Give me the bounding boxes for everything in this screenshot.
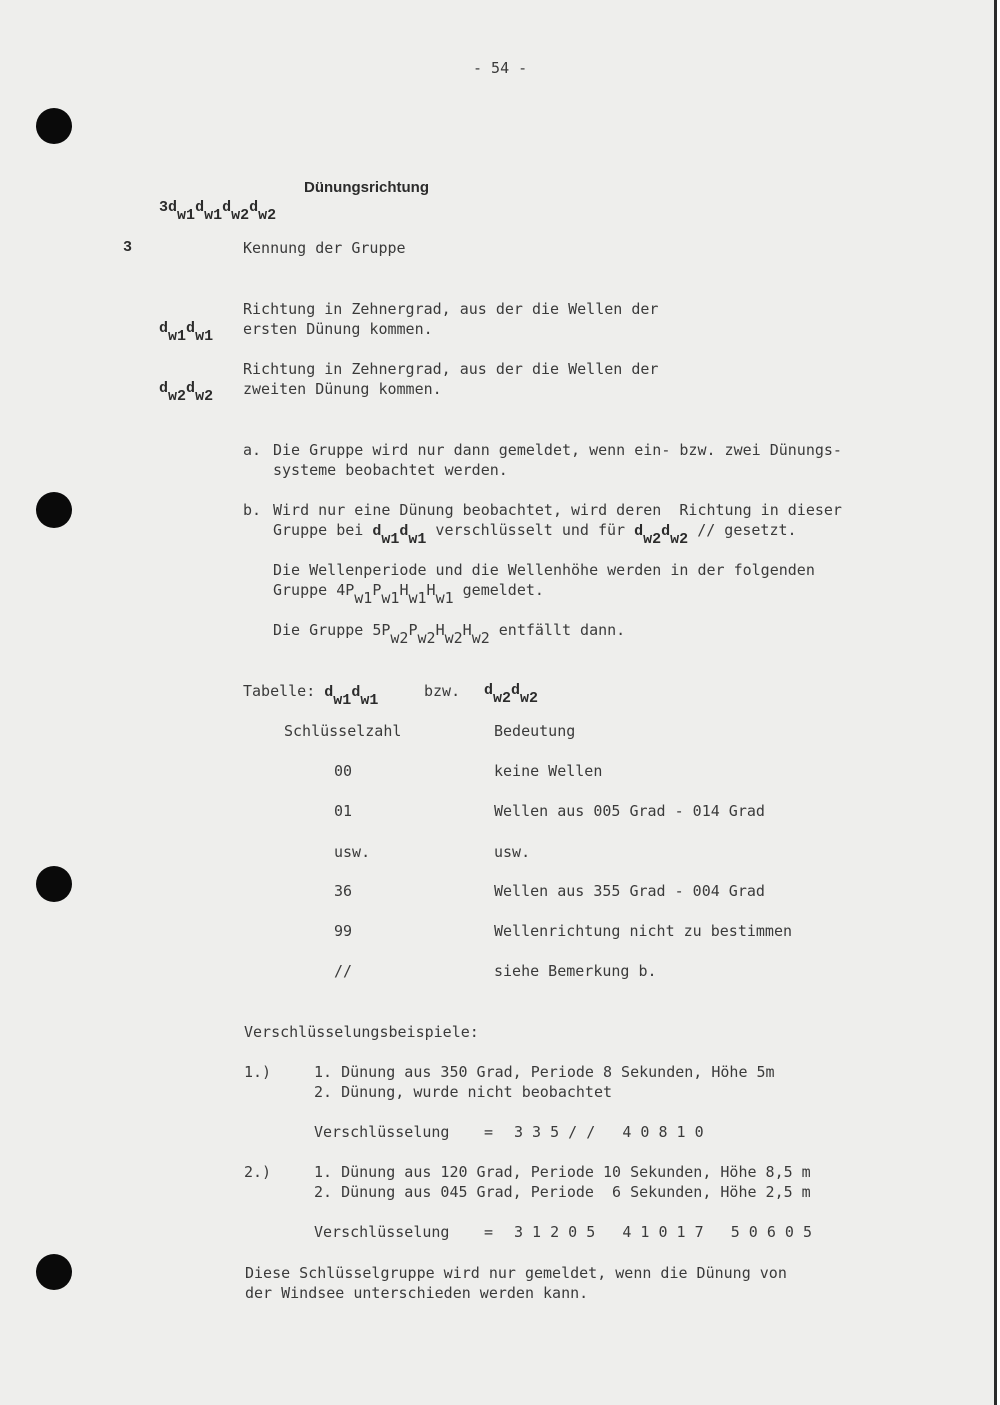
coding-label: Verschlüsselung xyxy=(314,1223,450,1241)
examples-title: Verschlüsselungsbeispiele: xyxy=(244,1023,479,1041)
definition-symbol: 3 xyxy=(123,239,133,256)
punch-hole xyxy=(36,866,72,902)
definition-symbol: dw1dw1 xyxy=(159,320,214,345)
punch-hole xyxy=(36,492,72,528)
table-label: Tabelle: dw1dw1 xyxy=(243,682,379,709)
table-cell-meaning: keine Wellen xyxy=(494,762,603,780)
table-cell-code: 36 xyxy=(334,882,353,900)
definition-symbol: dw2dw2 xyxy=(159,380,214,405)
note-text: Gruppe bei dw1dw1 verschlüsselt und für dw2dw2 // gesetzt. xyxy=(273,521,797,548)
page-number: - 54 - xyxy=(473,59,528,77)
example-text: 2. Dünung aus 045 Grad, Periode 6 Sekunden, Höhe 2,5 m xyxy=(314,1183,811,1201)
table-label-mid: bzw. xyxy=(424,682,461,700)
coding-label: Verschlüsselung xyxy=(314,1123,450,1141)
footer-note: der Windsee unterschieden werden kann. xyxy=(245,1284,589,1302)
coding-value: 3 3 5 / / 4 0 8 1 0 xyxy=(514,1123,704,1141)
coding-equals: = xyxy=(484,1223,494,1241)
note-text: systeme beobachtet werden. xyxy=(273,461,508,479)
heading-title: Dünungsrichtung xyxy=(304,179,429,196)
note-marker: b. xyxy=(243,501,262,519)
example-marker: 2.) xyxy=(244,1163,272,1181)
note-text: Wird nur eine Dünung beobachtet, wird deren Richtung in dieser xyxy=(273,501,842,519)
footer-note: Diese Schlüsselgruppe wird nur gemeldet, wenn die Dünung von xyxy=(245,1264,787,1282)
table-cell-meaning: Wellenrichtung nicht zu bestimmen xyxy=(494,922,793,940)
table-cell-code: 01 xyxy=(334,802,353,820)
definition-text: Richtung in Zehnergrad, aus der die Wellen der xyxy=(243,360,659,378)
definition-text: zweiten Dünung kommen. xyxy=(243,380,442,398)
table-cell-meaning: usw. xyxy=(494,843,531,861)
table-cell-code: // xyxy=(334,962,353,980)
example-text: 2. Dünung, wurde nicht beobachtet xyxy=(314,1083,613,1101)
note-text: Gruppe 4Pw1Pw1Hw1Hw1 gemeldet. xyxy=(273,581,544,607)
table-header-meaning: Bedeutung xyxy=(494,722,576,740)
note-marker: a. xyxy=(243,441,262,459)
punch-hole xyxy=(36,1254,72,1290)
example-text: 1. Dünung aus 120 Grad, Periode 10 Sekunden, Höhe 8,5 m xyxy=(314,1163,811,1181)
table-header-code: Schlüsselzahl xyxy=(284,722,402,740)
note-text: Die Gruppe wird nur dann gemeldet, wenn ein- bzw. zwei Dünungs- xyxy=(273,441,842,459)
heading-symbol: 3dw1dw1dw2dw2 xyxy=(159,199,277,224)
note-text: Die Gruppe 5Pw2Pw2Hw2Hw2 entfällt dann. xyxy=(273,621,626,647)
coding-value: 3 1 2 0 5 4 1 0 1 7 5 0 6 0 5 xyxy=(514,1223,813,1241)
table-cell-code: usw. xyxy=(334,843,371,861)
example-text: 1. Dünung aus 350 Grad, Periode 8 Sekunden, Höhe 5m xyxy=(314,1063,775,1081)
table-cell-meaning: Wellen aus 005 Grad - 014 Grad xyxy=(494,802,765,820)
table-cell-code: 99 xyxy=(334,922,353,940)
table-cell-meaning: siehe Bemerkung b. xyxy=(494,962,657,980)
note-text: Die Wellenperiode und die Wellenhöhe werden in der folgenden xyxy=(273,561,815,579)
definition-text: Richtung in Zehnergrad, aus der die Wellen der xyxy=(243,300,659,318)
definition-text: ersten Dünung kommen. xyxy=(243,320,433,338)
example-marker: 1.) xyxy=(244,1063,272,1081)
table-label-symbol: dw2dw2 xyxy=(484,682,539,707)
punch-hole xyxy=(36,108,72,144)
table-cell-code: 00 xyxy=(334,762,353,780)
definition-text: Kennung der Gruppe xyxy=(243,239,406,257)
coding-equals: = xyxy=(484,1123,494,1141)
table-cell-meaning: Wellen aus 355 Grad - 004 Grad xyxy=(494,882,765,900)
